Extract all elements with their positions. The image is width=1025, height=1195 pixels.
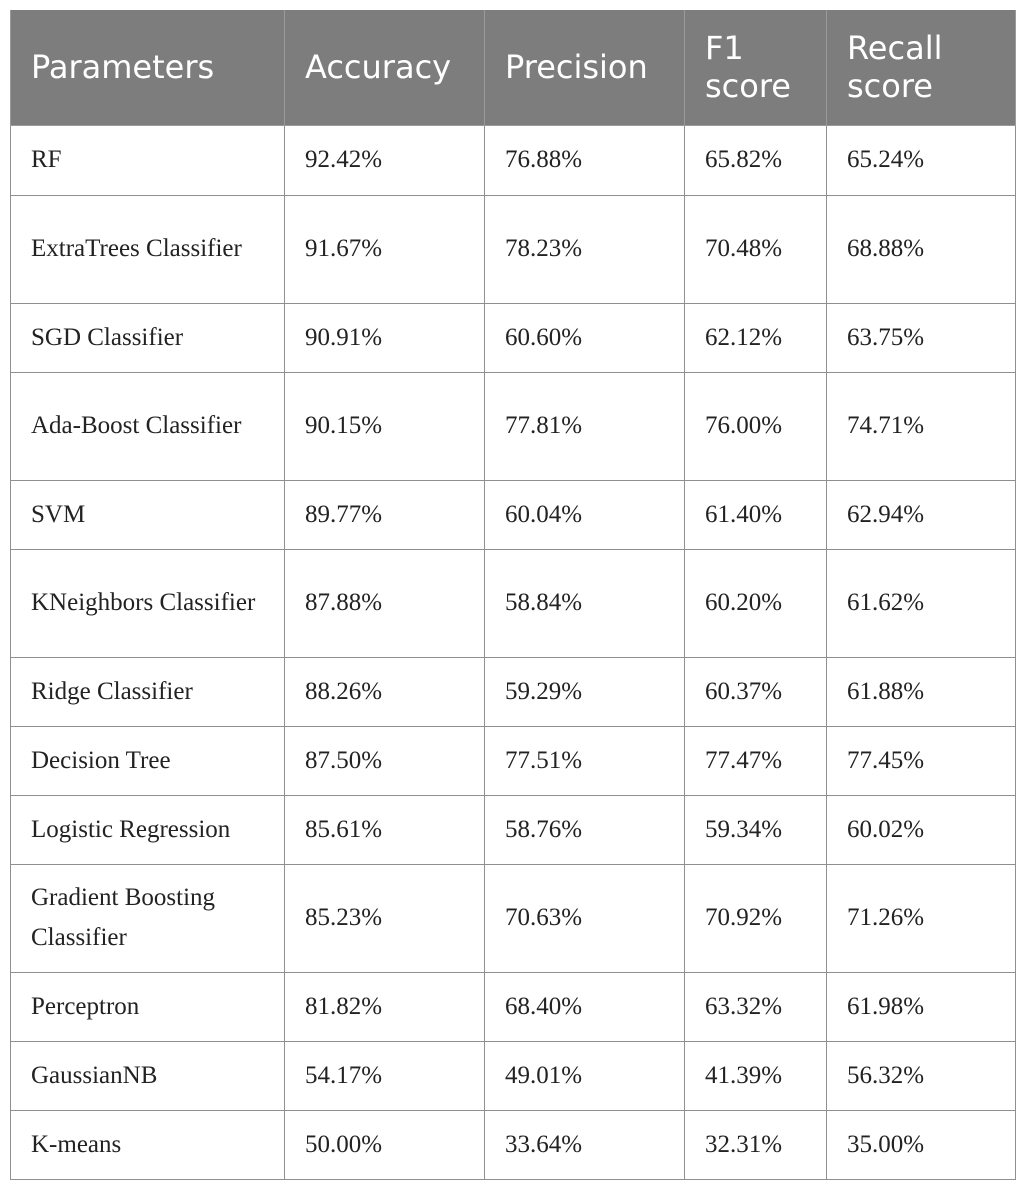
cell-f1-score: 63.32% bbox=[685, 972, 827, 1041]
cell-recall-score: 77.45% bbox=[827, 726, 1016, 795]
cell-accuracy: 87.88% bbox=[285, 549, 485, 657]
cell-f1-score: 32.31% bbox=[685, 1110, 827, 1179]
table-row bbox=[11, 549, 1016, 657]
cell-f1-score: 76.00% bbox=[685, 372, 827, 480]
cell-f1-score: 65.82% bbox=[685, 125, 827, 195]
cell-precision: 33.64% bbox=[485, 1110, 685, 1179]
cell-f1-score: 60.20% bbox=[685, 549, 827, 657]
cell-accuracy: 85.61% bbox=[285, 795, 485, 864]
cell-recall-score: 68.88% bbox=[827, 195, 1016, 303]
cell-f1-score: 62.12% bbox=[685, 303, 827, 372]
header-accuracy: Accuracy bbox=[285, 10, 485, 125]
cell-f1-score: 70.92% bbox=[685, 864, 827, 972]
header-precision: Precision bbox=[485, 10, 685, 125]
cell-precision: 77.51% bbox=[485, 726, 685, 795]
cell-precision: 60.60% bbox=[485, 303, 685, 372]
cell-model: Perceptron bbox=[11, 972, 285, 1041]
cell-accuracy: 50.00% bbox=[285, 1110, 485, 1179]
cell-f1-score: 61.40% bbox=[685, 480, 827, 549]
cell-model: GaussianNB bbox=[11, 1041, 285, 1110]
cell-recall-score: 61.88% bbox=[827, 657, 1016, 726]
cell-f1-score: 60.37% bbox=[685, 657, 827, 726]
cell-recall-score: 35.00% bbox=[827, 1110, 1016, 1179]
cell-precision: 78.23% bbox=[485, 195, 685, 303]
table-row bbox=[11, 726, 1016, 795]
table-row bbox=[11, 972, 1016, 1041]
cell-model: Gradient Boosting Classifier bbox=[11, 864, 285, 972]
cell-model: SGD Classifier bbox=[11, 303, 285, 372]
table-row bbox=[11, 864, 1016, 972]
table-row bbox=[11, 1041, 1016, 1110]
cell-model: Ridge Classifier bbox=[11, 657, 285, 726]
cell-recall-score: 61.62% bbox=[827, 549, 1016, 657]
table-row bbox=[11, 1110, 1016, 1179]
cell-precision: 49.01% bbox=[485, 1041, 685, 1110]
cell-recall-score: 56.32% bbox=[827, 1041, 1016, 1110]
results-table bbox=[10, 10, 1016, 1180]
cell-accuracy: 89.77% bbox=[285, 480, 485, 549]
cell-accuracy: 90.15% bbox=[285, 372, 485, 480]
cell-model: K-means bbox=[11, 1110, 285, 1179]
cell-precision: 70.63% bbox=[485, 864, 685, 972]
cell-recall-score: 63.75% bbox=[827, 303, 1016, 372]
cell-model: KNeighbors Classifier bbox=[11, 549, 285, 657]
header-row bbox=[11, 10, 1016, 125]
cell-precision: 76.88% bbox=[485, 125, 685, 195]
cell-precision: 68.40% bbox=[485, 972, 685, 1041]
cell-recall-score: 65.24% bbox=[827, 125, 1016, 195]
cell-accuracy: 92.42% bbox=[285, 125, 485, 195]
cell-accuracy: 81.82% bbox=[285, 972, 485, 1041]
table-row bbox=[11, 795, 1016, 864]
table-row bbox=[11, 372, 1016, 480]
cell-accuracy: 54.17% bbox=[285, 1041, 485, 1110]
cell-recall-score: 71.26% bbox=[827, 864, 1016, 972]
cell-precision: 59.29% bbox=[485, 657, 685, 726]
cell-f1-score: 41.39% bbox=[685, 1041, 827, 1110]
cell-f1-score: 70.48% bbox=[685, 195, 827, 303]
cell-accuracy: 90.91% bbox=[285, 303, 485, 372]
cell-accuracy: 87.50% bbox=[285, 726, 485, 795]
cell-f1-score: 59.34% bbox=[685, 795, 827, 864]
cell-accuracy: 91.67% bbox=[285, 195, 485, 303]
cell-model: SVM bbox=[11, 480, 285, 549]
cell-precision: 77.81% bbox=[485, 372, 685, 480]
cell-recall-score: 74.71% bbox=[827, 372, 1016, 480]
table-row bbox=[11, 195, 1016, 303]
cell-recall-score: 62.94% bbox=[827, 480, 1016, 549]
cell-f1-score: 77.47% bbox=[685, 726, 827, 795]
cell-precision: 58.76% bbox=[485, 795, 685, 864]
cell-precision: 58.84% bbox=[485, 549, 685, 657]
header-recall-score: Recall score bbox=[827, 10, 1016, 125]
cell-model: Logistic Regression bbox=[11, 795, 285, 864]
cell-recall-score: 61.98% bbox=[827, 972, 1016, 1041]
cell-accuracy: 88.26% bbox=[285, 657, 485, 726]
cell-model: Ada-Boost Classifier bbox=[11, 372, 285, 480]
table-row bbox=[11, 125, 1016, 195]
cell-model: RF bbox=[11, 125, 285, 195]
table-row bbox=[11, 657, 1016, 726]
cell-accuracy: 85.23% bbox=[285, 864, 485, 972]
table-row bbox=[11, 480, 1016, 549]
header-f1-score: F1 score bbox=[685, 10, 827, 125]
cell-precision: 60.04% bbox=[485, 480, 685, 549]
table-row bbox=[11, 303, 1016, 372]
header-parameters: Parameters bbox=[11, 10, 285, 125]
cell-recall-score: 60.02% bbox=[827, 795, 1016, 864]
cell-model: Decision Tree bbox=[11, 726, 285, 795]
cell-model: ExtraTrees Classifier bbox=[11, 195, 285, 303]
